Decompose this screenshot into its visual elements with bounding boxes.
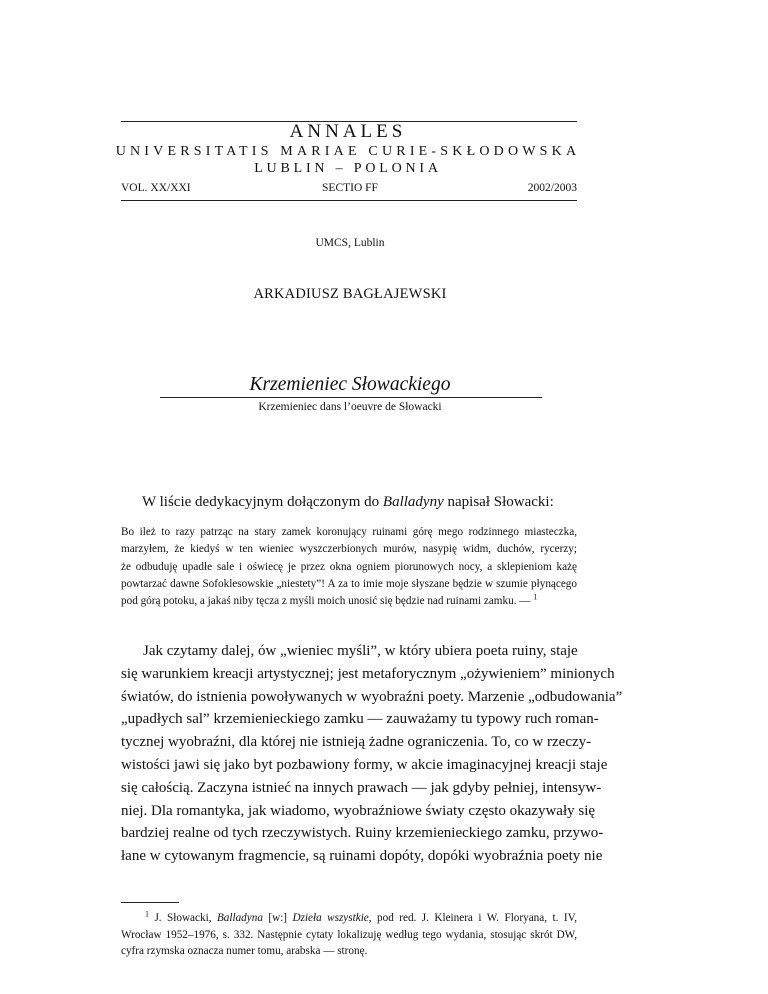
intro-text-after: napisał Słowacki: bbox=[443, 494, 554, 510]
body-line: światów, do istnienia powoływanych w wyobraźni poety. Marzenie „odbudowania” bbox=[121, 688, 623, 705]
body-line: łane w cytowanym fragmencie, są ruinami dopóty, dopóki wyobraźnia poety nie bbox=[121, 848, 603, 865]
footnote-work-title: Balladyna bbox=[216, 912, 263, 924]
body-line: się całością. Zaczyna istnieć na innych prawach — jak gdyby pełniej, intensyw- bbox=[121, 779, 602, 796]
body-line: bardziej realne od tych rzeczywistych. Ruiny krzemienieckiego zamku, przywo- bbox=[121, 825, 604, 842]
body-line: Jak czytamy dalej, ów „wieniec myśli”, w który ubiera poeta ruiny, staje bbox=[143, 643, 578, 659]
article-title: Krzemieniec Słowackiego bbox=[249, 374, 451, 395]
footnote bbox=[121, 910, 577, 960]
body-line: się warunkiem kreacji artystycznej; jest metaforycznym „ożywieniem” minionych bbox=[121, 665, 615, 682]
body-line: wistości jawi się jako byt pozbawiony formy, w akcie imaginacyjnej kreacji staje bbox=[121, 756, 608, 773]
quote-line: marzyłem, że kiedyś w ten wieniec wyszczerbionych murów, nasypię widm, duchów, rycerzy; bbox=[121, 543, 577, 556]
body-line: „upadłych sal” krzemienieckiego zamku — zauważamy tu typowy ruch roman- bbox=[121, 711, 599, 728]
footnote-line: Wrocław 1952–1976, s. 332. Następnie cytaty lokalizuję według tego wydania, stosując skrót DW, bbox=[121, 928, 577, 941]
city-line: LUBLIN – POLONIA bbox=[254, 161, 442, 176]
article-subtitle: Krzemieniec dans l’oeuvre de Słowacki bbox=[258, 401, 442, 413]
footnote-collection-title: Dzieła wszystkie bbox=[292, 912, 369, 924]
footnote-line bbox=[121, 910, 577, 927]
block-quote bbox=[121, 524, 577, 610]
footnote-number: 1 bbox=[145, 909, 149, 919]
footnote-reference[interactable]: 1 bbox=[533, 592, 538, 602]
title-rule bbox=[160, 397, 542, 398]
body-line: niej. Dla romantyka, jak wiadomo, wyobraźniowe światy często okazywały się bbox=[121, 802, 596, 819]
section-label: SECTIO FF bbox=[322, 182, 378, 194]
footnote-text: , pod red. J. Kleinera i W. Floryana, t. IV, bbox=[368, 912, 577, 924]
journal-name: ANNALES bbox=[289, 121, 407, 142]
footnote-text: [w:] bbox=[262, 912, 293, 924]
volume-label: VOL. XX/XXI bbox=[121, 182, 191, 194]
header-bottom-rule bbox=[121, 200, 577, 201]
quote-line: Bo ileż to razy patrząc na stary zamek koronujący ruinami górę mego rodzinnego miasteczka, bbox=[121, 526, 577, 538]
quote-line-last bbox=[121, 593, 577, 610]
body-line: tycznej wyobraźni, dla której nie istnieją żadne ograniczenia. To, co w rzeczy- bbox=[121, 734, 592, 751]
article-author: ARKADIUSZ BAGŁAJEWSKI bbox=[253, 286, 447, 302]
quote-line-text: pod górą potoku, a jakaś niby tęcza z myśli moich unosić się będzie nad ruinami zamku. — bbox=[121, 595, 531, 608]
intro-text-before: W liście dedykacyjnym dołączonym do bbox=[142, 494, 383, 510]
body-paragraph bbox=[121, 640, 623, 868]
footnote-text: J. Słowacki, bbox=[154, 912, 217, 924]
intro-paragraph bbox=[142, 491, 578, 514]
quote-line: że odbuduję upadłe sale i oświecę je przez okna ogniem piorunowych nocy, a sklepieniom każę bbox=[121, 560, 577, 573]
quote-line: powtarzać dawne Sofoklesowskie „niestety”! A za to imie moje słyszane będzie w szumie płynącego bbox=[121, 577, 577, 590]
footnote-rule bbox=[121, 902, 179, 903]
affiliation: UMCS, Lublin bbox=[315, 237, 385, 249]
footnote-line: cyfra rzymska oznacza numer tomu, arabska — stronę. bbox=[121, 945, 368, 958]
year-label: 2002/2003 bbox=[527, 182, 577, 194]
university-name: UNIVERSITATIS MARIAE CURIE-SKŁODOWSKA bbox=[115, 144, 581, 159]
intro-work-title: Balladyny bbox=[382, 494, 444, 510]
intro-line bbox=[142, 491, 578, 514]
